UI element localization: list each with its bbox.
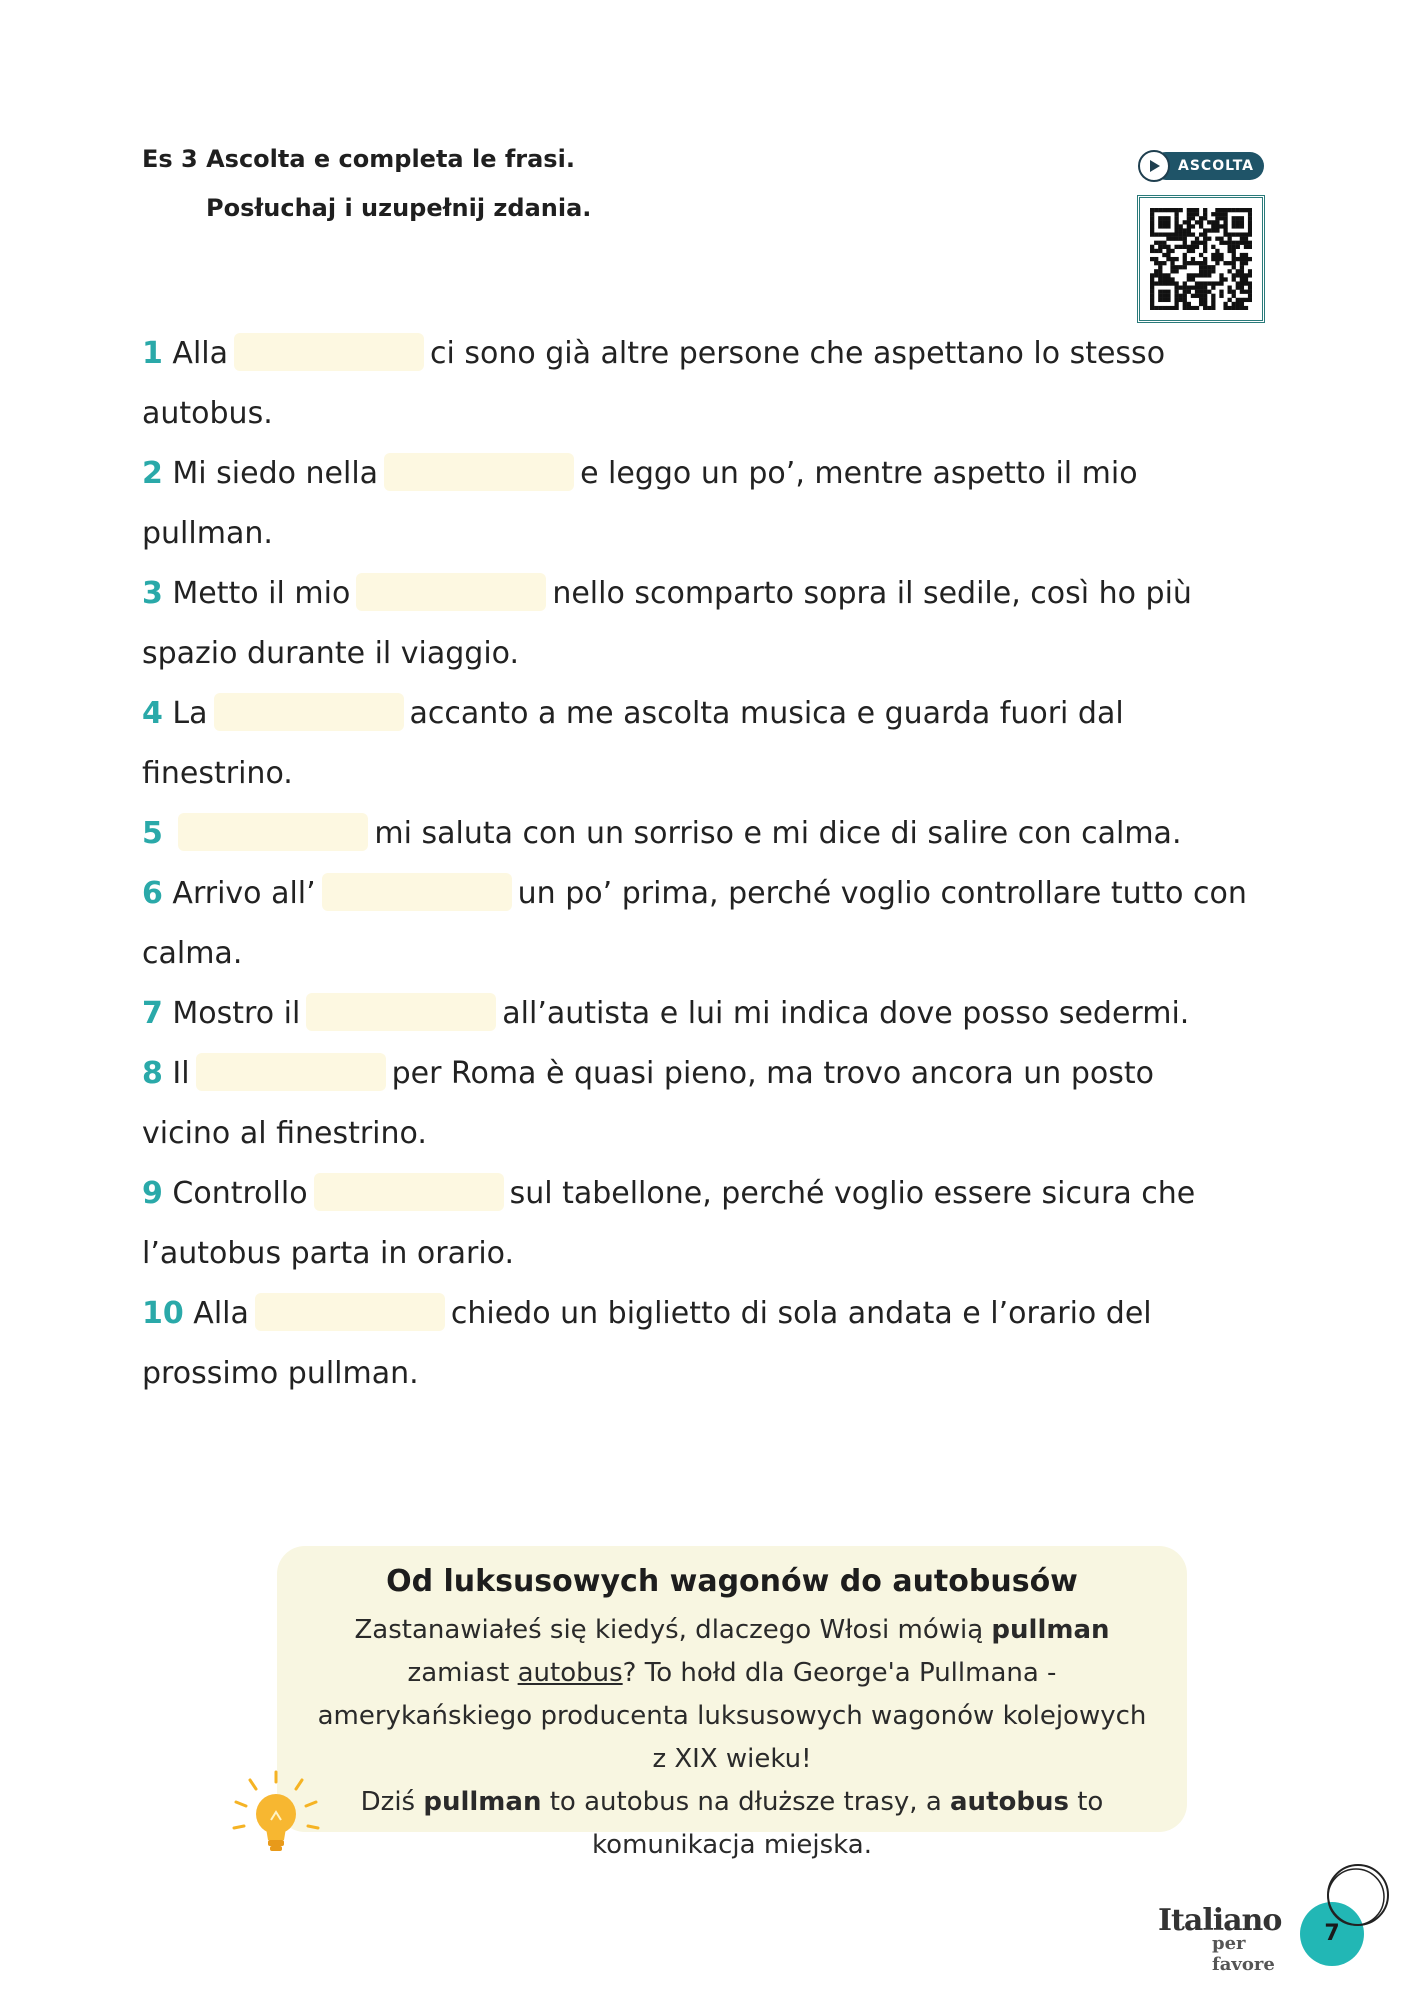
item-text-after: per Roma è quasi pieno, ma trovo ancora un posto [391, 1056, 1154, 1091]
item-text-after: nello scomparto sopra il sedile, così ho più [552, 576, 1192, 611]
item-number: 1 [142, 336, 163, 371]
item-text-after: chiedo un biglietto di sola andata e l’orario del [450, 1296, 1152, 1331]
info-bold-pullman: pullman [991, 1615, 1110, 1645]
item-number: 10 [142, 1296, 184, 1331]
exercise-item [142, 984, 1282, 1044]
info-text: Dziś [360, 1787, 424, 1817]
answer-blank[interactable] [214, 693, 404, 731]
item-text-after: all’autista e lui mi indica dove posso sedermi. [502, 996, 1190, 1031]
item-text-before: Alla [193, 1296, 249, 1331]
item-text-before: Arrivo all’ [172, 876, 316, 911]
item-text-after: mi saluta con un sorriso e mi dice di salire con calma. [374, 816, 1182, 851]
item-text-after: ci sono già altre persone che aspettano lo stesso [430, 336, 1166, 371]
item-number: 8 [142, 1056, 163, 1091]
answer-blank[interactable] [322, 873, 512, 911]
listen-button[interactable] [1138, 150, 1266, 182]
item-number: 9 [142, 1176, 163, 1211]
item-text-continued: pullman. [142, 516, 273, 551]
play-icon [1138, 150, 1170, 182]
info-box-title: Od luksusowych wagonów do autobusów [386, 1564, 1078, 1599]
item-number: 2 [142, 456, 163, 491]
item-text-continued: prossimo pullman. [142, 1356, 419, 1391]
item-text-continued: calma. [142, 936, 243, 971]
exercise-item [142, 324, 1282, 444]
item-text-before: Controllo [172, 1176, 308, 1211]
info-text: ? To hołd dla George'a Pullmana - amerykańskiego producenta luksusowych wagonów kolejowych z XIX wieku! [317, 1658, 1147, 1774]
item-text-continued: l’autobus parta in orario. [142, 1236, 515, 1271]
qr-code-icon[interactable] [1137, 195, 1265, 323]
item-text-before: Il [172, 1056, 190, 1091]
exercise-item [142, 864, 1282, 984]
answer-blank[interactable] [356, 573, 546, 611]
exercise-item [142, 1044, 1282, 1164]
lightbulb-icon [228, 1768, 324, 1868]
item-text-before: Mi siedo nella [172, 456, 379, 491]
info-box [277, 1546, 1187, 1860]
answer-blank[interactable] [178, 813, 368, 851]
answer-blank[interactable] [255, 1293, 445, 1331]
logo-line1: Italiano [1158, 1903, 1282, 1938]
answer-blank[interactable] [306, 993, 496, 1031]
item-text-before: Metto il mio [172, 576, 351, 611]
exercise-title-polish: Posłuchaj i uzupełnij zdania. [206, 194, 592, 222]
item-text-continued: finestrino. [142, 756, 293, 791]
item-number: 7 [142, 996, 163, 1031]
logo-line2: per favore [1212, 1933, 1275, 1975]
item-number: 4 [142, 696, 163, 731]
info-text: to autobus na dłuższe trasy, a [541, 1787, 951, 1817]
exercise-title-italian: Es 3 Ascolta e completa le frasi. [142, 145, 575, 173]
item-text-before: Alla [172, 336, 228, 371]
exercise-item [142, 804, 1282, 864]
exercise-item [142, 444, 1282, 564]
item-number: 3 [142, 576, 163, 611]
exercise-item [142, 1164, 1282, 1284]
item-text-after: e leggo un po’, mentre aspetto il mio [580, 456, 1138, 491]
exercise-item [142, 1284, 1282, 1404]
item-text-continued: vicino al finestrino. [142, 1116, 427, 1151]
item-text-after: accanto a me ascolta musica e guarda fuori dal [409, 696, 1124, 731]
item-text-continued: autobus. [142, 396, 273, 431]
item-number: 6 [142, 876, 163, 911]
info-underlined-autobus: autobus [517, 1658, 623, 1688]
item-text-before: La [172, 696, 208, 731]
item-text-before: Mostro il [172, 996, 301, 1031]
info-bold-autobus: autobus [950, 1787, 1069, 1817]
listen-label: ASCOLTA [1152, 152, 1264, 180]
answer-blank[interactable] [314, 1173, 504, 1211]
answer-blank[interactable] [384, 453, 574, 491]
brand-logo [1152, 1903, 1282, 1975]
info-box-body [307, 1609, 1157, 1867]
info-text: Zastanawiałeś się kiedyś, dlaczego Włosi mówią [354, 1615, 992, 1645]
item-text-continued: spazio durante il viaggio. [142, 636, 520, 671]
info-bold-pullman: pullman [423, 1787, 542, 1817]
item-text-after: un po’ prima, perché voglio controllare tutto con [517, 876, 1247, 911]
item-text-after: sul tabellone, perché voglio essere sicura che [509, 1176, 1196, 1211]
info-text: zamiast [407, 1658, 518, 1688]
info-text: to komunikacja miejska. [592, 1787, 1104, 1860]
exercise-item [142, 564, 1282, 684]
answer-blank[interactable] [234, 333, 424, 371]
answer-blank[interactable] [196, 1053, 386, 1091]
exercise-item [142, 684, 1282, 804]
page-number: 7 [1324, 1921, 1340, 1946]
item-number: 5 [142, 816, 163, 851]
